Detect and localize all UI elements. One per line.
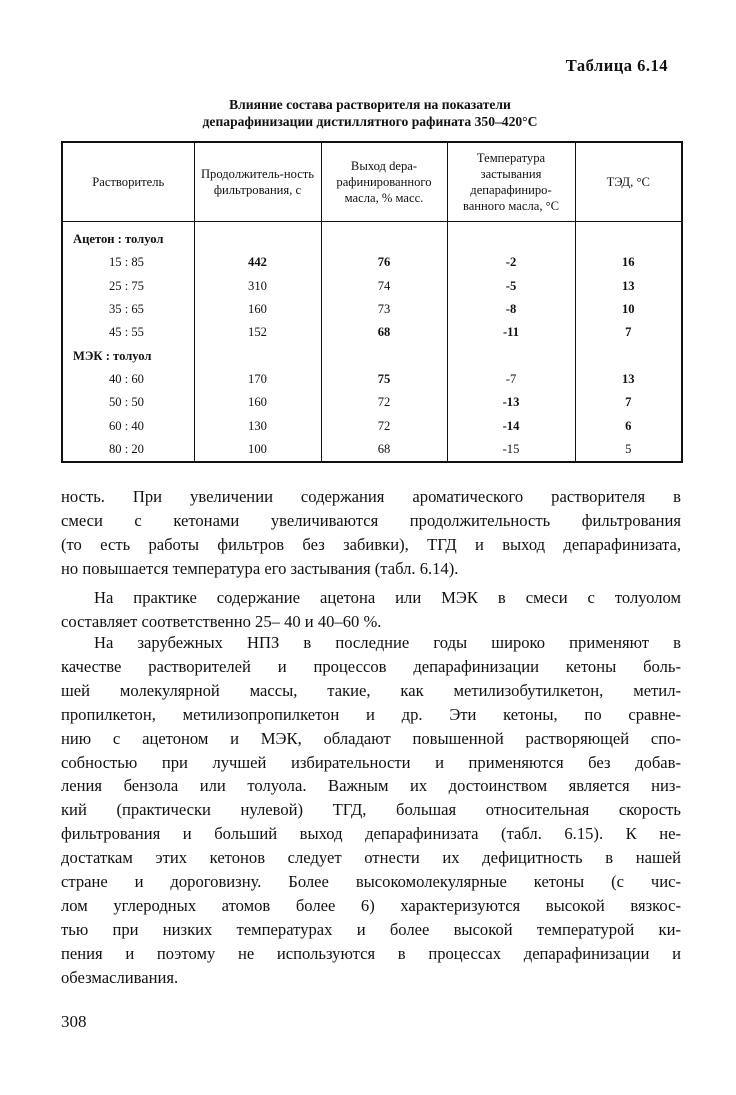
cell-ted: 13 [575,368,682,391]
group-row [62,222,682,252]
cell-pour-point: -11 [447,321,575,344]
table-row [62,321,682,344]
cell-ted: 6 [575,414,682,437]
cell-solvent-ratio: 15 : 85 [62,251,194,274]
cell-filtration-time: 170 [194,368,321,391]
text-line: обезмасливания. [61,967,179,987]
cell-oil-yield: 72 [321,391,447,414]
cell-ted: 7 [575,391,682,414]
cell-oil-yield: 72 [321,414,447,437]
text-line: шей молекулярной массы, такие, как метилизобутилкетон, метил- [61,680,681,700]
cell-ted: 10 [575,298,682,321]
text-line: стране и дороговизну. Более высокомолекулярные кетоны (с чис- [61,872,681,892]
text-line: составляет соответственно 25– 40 и 40–60 %. [61,611,382,631]
header-oil-yield: Выход depa-рафинированного масла, % масс. [321,142,447,222]
cell-ted: 7 [575,321,682,344]
text-line: лом углеродных атомов более 6) характеризуются высокой вязкос- [61,895,681,915]
header-ted: ТЭД, °C [575,142,682,222]
text-line: (то есть работы фильтров без забивки), ТГД и выход депарафинизата, [61,534,681,554]
table-row [62,438,682,462]
paragraph-3 [61,631,681,990]
text-line: пропилкетон, метилизопропилкетон и др. Эти кетоны, по сравне- [61,704,681,724]
cell-oil-yield: 68 [321,321,447,344]
text-line: пения и поэтому не используются в процессах депарафинизации и [61,943,681,963]
text-line: На зарубежных НПЗ в последние годы широко применяют в [94,633,681,652]
text-line: качестве растворителей и процессов депарафинизации кетоны боль- [61,656,681,676]
cell-solvent-ratio: 40 : 60 [62,368,194,391]
text-line: фильтрования и больший выход депарафинизата (табл. 6.15). К не- [61,824,681,844]
cell-filtration-time: 442 [194,251,321,274]
text-line: но повышается температура его застывания (табл. 6.14). [61,558,459,578]
text-line: ность. При увеличении содержания ароматического растворителя в [61,487,681,506]
table-row [62,298,682,321]
text-line: собностью при лучшей избирательности и применяются без добав- [61,752,681,772]
cell-pour-point: -13 [447,391,575,414]
data-table [61,141,683,463]
group-row [62,344,682,367]
cell-solvent-ratio: 60 : 40 [62,414,194,437]
header-solvent: Растворитель [62,142,194,222]
text-line: ления бензола или толуола. Важным их достоинством является низ- [61,776,681,796]
text-line: нию с ацетоном и МЭК, обладают повышенной растворяющей спо- [61,728,681,748]
table-row [62,368,682,391]
header-filtration-time: Продолжитель-ность фильтрования, с [194,142,321,222]
cell-oil-yield: 74 [321,275,447,298]
cell-solvent-ratio: 25 : 75 [62,275,194,298]
group-label: МЭК : толуол [62,344,194,367]
cell-ted: 13 [575,275,682,298]
cell-oil-yield: 75 [321,368,447,391]
table-caption-line-2: депарафинизации дистиллятного рафината 350–420°C [202,114,538,129]
table-header-row [62,142,682,222]
text-line: На практике содержание ацетона или МЭК в смеси с толуолом [94,588,681,607]
cell-pour-point: -14 [447,414,575,437]
cell-solvent-ratio: 50 : 50 [62,391,194,414]
cell-filtration-time: 310 [194,275,321,298]
table-row [62,275,682,298]
cell-filtration-time: 152 [194,321,321,344]
text-line: кий (практически нулевой) ТГД, большая относительная скорость [61,800,681,820]
cell-solvent-ratio: 80 : 20 [62,438,194,462]
cell-oil-yield: 76 [321,251,447,274]
text-line: смеси с кетонами увеличиваются продолжительность фильтрования [61,510,681,530]
page-number: 308 [61,1012,87,1031]
paragraph-1 [61,485,681,581]
cell-pour-point: -15 [447,438,575,462]
cell-solvent-ratio: 45 : 55 [62,321,194,344]
cell-filtration-time: 160 [194,298,321,321]
group-label: Ацетон : толуол [62,222,194,252]
table-row [62,391,682,414]
cell-oil-yield: 73 [321,298,447,321]
header-pour-point: Температура застывания депарафиниро-ванного масла, °C [447,142,575,222]
text-line: тью при низких температурах и более высокой температурой ки- [61,919,681,939]
table-caption-line-1: Влияние состава растворителя на показатели [229,97,511,112]
cell-oil-yield: 68 [321,438,447,462]
paragraph-2 [61,586,681,634]
table-label: Таблица 6.14 [565,56,668,75]
text-line: достаткам этих кетонов следует отнести их дефицитность в нашей [61,848,681,868]
cell-filtration-time: 130 [194,414,321,437]
cell-pour-point: -5 [447,275,575,298]
cell-pour-point: -7 [447,368,575,391]
cell-ted: 16 [575,251,682,274]
cell-solvent-ratio: 35 : 65 [62,298,194,321]
table-row [62,414,682,437]
cell-filtration-time: 160 [194,391,321,414]
table-row [62,251,682,274]
cell-pour-point: -2 [447,251,575,274]
cell-filtration-time: 100 [194,438,321,462]
cell-ted: 5 [575,438,682,462]
cell-pour-point: -8 [447,298,575,321]
